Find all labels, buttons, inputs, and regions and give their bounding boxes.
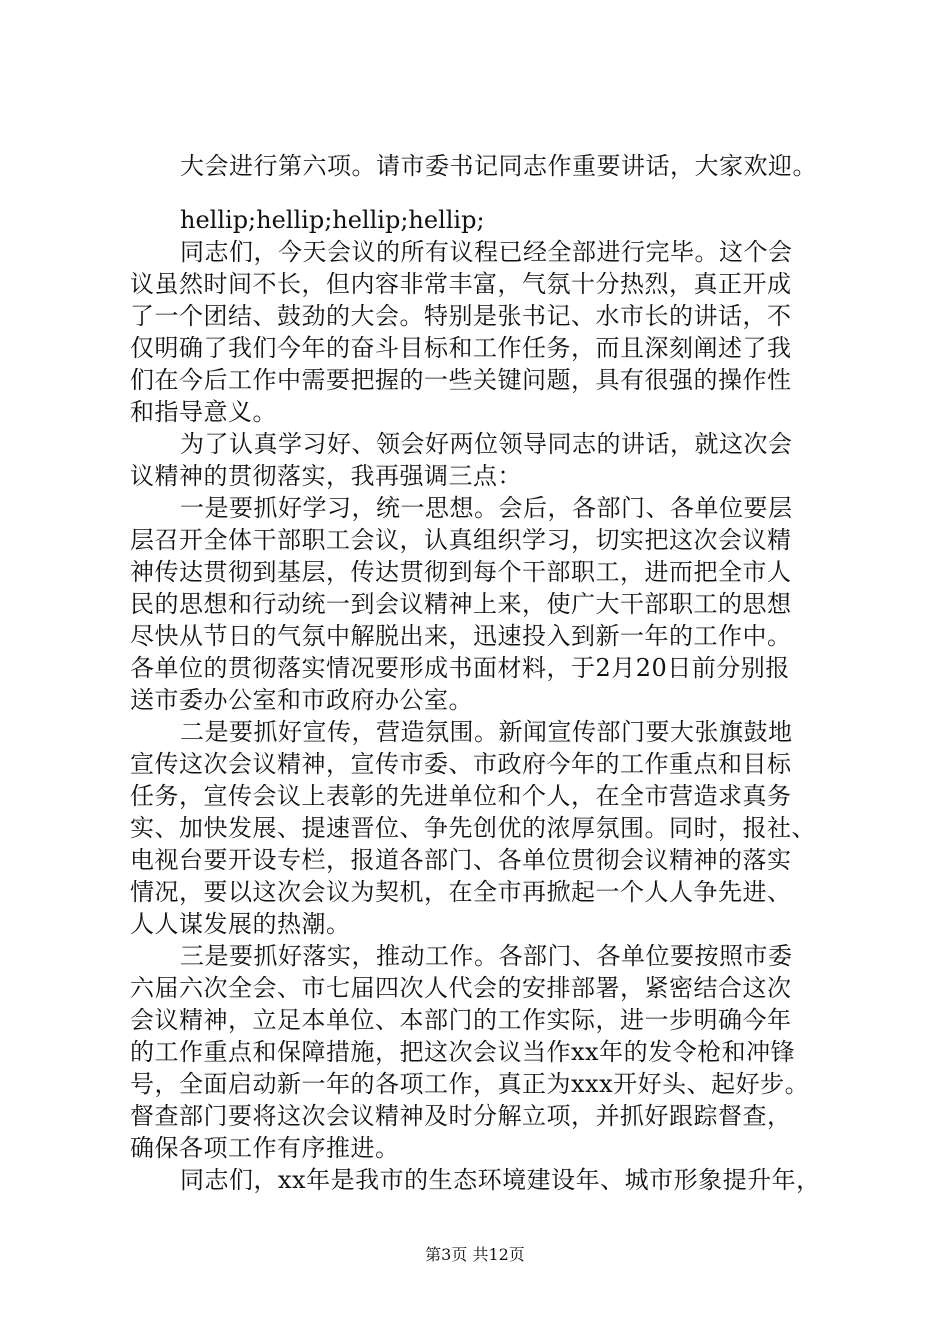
text-line: 送市委办公室和市政府办公室。 — [130, 686, 473, 714]
text-line: 了一个团结、鼓劲的大会。特别是张书记、水市长的讲话，不 — [130, 302, 792, 330]
paragraph-5 — [130, 940, 830, 1164]
text-line: 神传达贯彻到基层，传达贯彻到每个干部职工，进而把全市人 — [130, 558, 792, 586]
text-line: 任务，宣传会议上表彰的先进单位和个人，在全市营造求真务 — [130, 782, 792, 810]
text-line: 为了认真学习好、领会好两位领导同志的讲话，就这次会 — [180, 430, 793, 458]
text-line: 确保各项工作有序推进。 — [130, 1134, 400, 1162]
text-line: 同志们，今天会议的所有议程已经全部进行完毕。这个会 — [180, 238, 793, 266]
text-line: 一是要抓好学习，统一思想。会后，各部门、各单位要层 — [180, 494, 793, 522]
text-line: 督查部门要将这次会议精神及时分解立项，并抓好跟踪督查， — [130, 1102, 792, 1130]
text-line: 同志们，xx年是我市的生态环境建设年、城市形象提升年， — [180, 1166, 821, 1194]
text-line: 三是要抓好落实，推动工作。各部门、各单位要按照市委 — [180, 942, 793, 970]
text-line: 宣传这次会议精神，宣传市委、市政府今年的工作重点和目标 — [130, 750, 792, 778]
text-line: 号，全面启动新一年的各项工作，真正为xxx开好头、起好步。 — [130, 1070, 810, 1098]
document-body — [130, 150, 830, 1196]
text-line: 和指导意义。 — [130, 398, 277, 426]
text-line: 议精神的贯彻落实，我再强调三点： — [130, 462, 522, 490]
text-line: 情况，要以这次会议为契机，在全市再掀起一个人人争先进、 — [130, 878, 792, 906]
text-line: 人人谋发展的热潮。 — [130, 910, 351, 938]
text-line: 尽快从节日的气氛中解脱出来，迅速投入到新一年的工作中。 — [130, 622, 792, 650]
ellipsis-line: hellip;hellip;hellip;hellip; — [180, 206, 485, 234]
text-line: 实、加快发展、提速晋位、争先创优的浓厚氛围。同时，报社、 — [130, 814, 816, 842]
text-line: 层召开全体干部职工会议，认真组织学习，切实把这次会议精 — [130, 526, 792, 554]
paragraph-3 — [130, 492, 830, 716]
paragraph-6 — [130, 1164, 830, 1196]
text-line: 会议精神，立足本单位、本部门的工作实际，进一步明确今年 — [130, 1006, 792, 1034]
paragraph-4 — [130, 716, 830, 940]
text-line: 六届六次全会、市七届四次人代会的安排部署，紧密结合这次 — [130, 974, 792, 1002]
text-line: 们在今后工作中需要把握的一些关键问题，具有很强的操作性 — [130, 366, 792, 394]
text-line: 二是要抓好宣传，营造氛围。新闻宣传部门要大张旗鼓地 — [180, 718, 793, 746]
page-number-footer: 第3页 共12页 — [425, 1245, 525, 1264]
text-line: 各单位的贯彻落实情况要形成书面材料，于2月20日前分别报 — [130, 654, 790, 682]
opening-line: 大会进行第六项。请市委书记同志作重要讲话，大家欢迎。 — [180, 152, 817, 180]
paragraph-2 — [130, 428, 830, 492]
text-line: 的工作重点和保障措施，把这次会议当作xx年的发令枪和冲锋 — [130, 1038, 796, 1066]
paragraph-1 — [130, 236, 830, 428]
text-line: 议虽然时间不长，但内容非常丰富，气氛十分热烈，真正开成 — [130, 270, 792, 298]
text-line: 民的思想和行动统一到会议精神上来，使广大干部职工的思想 — [130, 590, 792, 618]
text-line: 电视台要开设专栏，报道各部门、各单位贯彻会议精神的落实 — [130, 846, 792, 874]
text-line: 仅明确了我们今年的奋斗目标和工作任务，而且深刻阐述了我 — [130, 334, 792, 362]
